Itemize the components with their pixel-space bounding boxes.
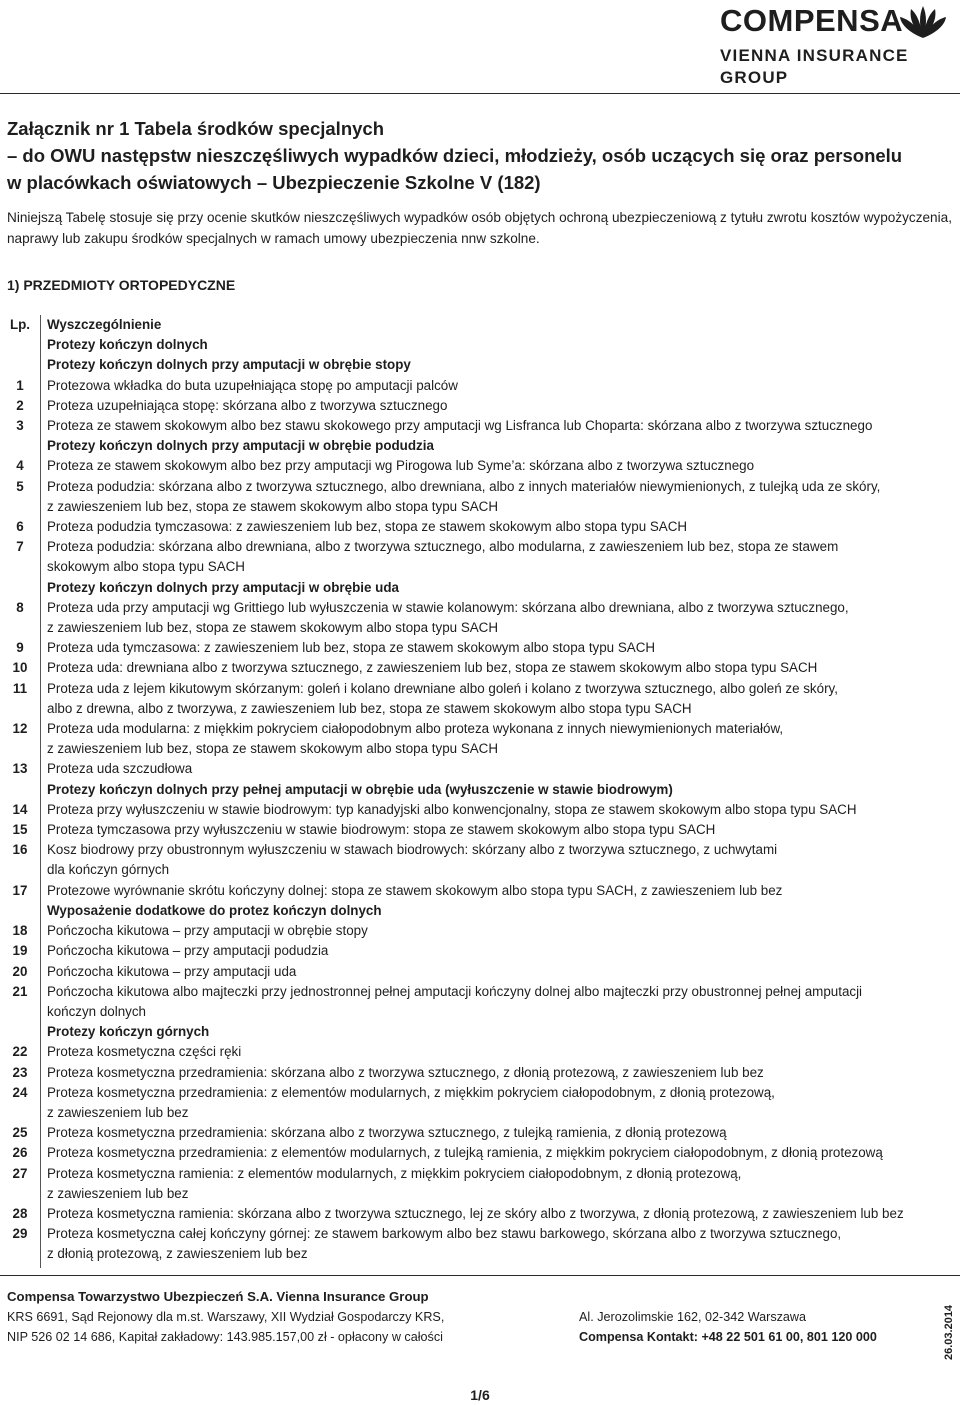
row-description xyxy=(40,800,960,820)
row-number: 2 xyxy=(16,397,24,413)
row-description-line: Proteza kosmetyczna przedramienia: z elementów modularnych, z miękkim pokryciem ciałopodobnym, z dłonią protezową, xyxy=(47,1084,775,1100)
row-description xyxy=(40,396,960,416)
table-subheading-row xyxy=(0,355,960,375)
row-description-line: z zawieszeniem lub bez, stopa ze stawem skokowym albo stopa typu SACH xyxy=(47,498,499,514)
table-row xyxy=(0,396,960,416)
row-description xyxy=(40,537,960,577)
row-number: 10 xyxy=(12,660,28,676)
row-number: 24 xyxy=(12,1084,28,1100)
table-row xyxy=(0,719,960,759)
footer-company: Compensa Towarzystwo Ubezpieczeń S.A. Vienna Insurance Group xyxy=(7,1289,429,1304)
row-description-line: Proteza ze stawem skokowym albo bez przy amputacji wg Pirogowa lub Syme’a: skórzana albo z tworzywa sztucznego xyxy=(47,458,755,474)
row-description-line: Proteza ze stawem skokowym albo bez stawu skokowego przy amputacji wg Lisfranca lub Choparta: skórzana albo z tworzywa sztucznego xyxy=(47,418,873,434)
table-row xyxy=(0,679,960,719)
row-description-line: Proteza kosmetyczna przedramienia: z elementów modularnych, z tulejką ramienia, z miękkim pokryciem ciałopodobnym, z dłonią protezową xyxy=(47,1145,883,1161)
table-row xyxy=(0,840,960,880)
row-description xyxy=(40,1204,960,1224)
row-description-line: kończyn dolnych xyxy=(47,1003,146,1019)
row-number: 23 xyxy=(12,1064,28,1080)
row-description xyxy=(40,598,960,638)
table-row xyxy=(0,1224,960,1264)
row-description-line: z zawieszeniem lub bez, stopa ze stawem skokowym albo stopa typu SACH xyxy=(47,741,499,757)
row-description-line: Proteza podudzia tymczasowa: z zawieszeniem lub bez, stopa ze stawem skokowym albo stopa typu SACH xyxy=(47,519,688,535)
row-description xyxy=(40,1083,960,1123)
table-subheading-row xyxy=(0,1022,960,1042)
table-row xyxy=(0,456,960,476)
row-description xyxy=(40,1164,960,1204)
row-description-line: Proteza przy wyłuszczeniu w stawie biodrowym: typ kanadyjski albo konwencjonalny, stopa ze stawem skokowym albo stopa typu SACH xyxy=(47,801,857,817)
row-description-line: Proteza uda szczudłowa xyxy=(47,761,193,777)
row-description xyxy=(40,638,960,658)
row-number: 8 xyxy=(16,599,24,615)
row-number: 22 xyxy=(12,1044,28,1060)
row-description-line: albo z drewna, albo z tworzywa, z zawieszeniem lub bez, stopa ze stawem skokowym albo stopa typu SACH xyxy=(47,700,692,716)
row-number: 27 xyxy=(12,1165,28,1181)
row-description xyxy=(40,679,960,719)
table-body xyxy=(0,335,960,1264)
row-description-line: Protezy kończyn dolnych przy pełnej amputacji w obrębie uda (wyłuszczenie w stawie biodrowym) xyxy=(47,781,673,797)
row-number: 18 xyxy=(12,923,28,939)
row-number: 16 xyxy=(12,842,28,858)
row-description-line: z zawieszeniem lub bez, stopa ze stawem skokowym albo stopa typu SACH xyxy=(47,620,499,636)
title-line-1: Załącznik nr 1 Tabela środków specjalnych xyxy=(7,118,384,139)
row-description-line: Proteza kosmetyczna przedramienia: skórzana albo z tworzywa sztucznego, z tulejką ramienia, z dłonią protezową xyxy=(47,1125,727,1141)
row-description-line: Proteza podudzia: skórzana albo drewniana, albo z tworzywa sztucznego, albo modularna, z zawieszeniem lub bez, stopa ze stawem xyxy=(47,539,839,555)
row-number: 3 xyxy=(16,418,24,434)
document-title xyxy=(7,115,957,196)
row-description-line: Pończocha kikutowa albo majteczki przy jednostronnej pełnej amputacji kończyny dolnej albo majteczki przy obustronnej pełnej amputacji xyxy=(47,983,863,999)
row-description-line: Proteza uda modularna: z miękkim pokryciem ciałopodobnym albo proteza wykonana z innych niewymienionych materiałów, xyxy=(47,721,784,737)
row-description xyxy=(40,1042,960,1062)
footer-address: Al. Jerozolimskie 162, 02-342 Warszawa xyxy=(579,1310,807,1324)
row-description-line: Proteza uda przy amputacji wg Grittiego lub wyłuszczenia w stawie kolanowym: skórzana albo drewniana, albo z tworzywa sztucznego, xyxy=(47,599,849,615)
table-row xyxy=(0,941,960,961)
table-row xyxy=(0,638,960,658)
table-row xyxy=(0,1123,960,1143)
row-number: 19 xyxy=(12,943,28,959)
row-description xyxy=(40,901,960,921)
row-description-line: Pończocha kikutowa – przy amputacji podudzia xyxy=(47,943,329,959)
row-description-line: Protezowe wyrównanie skrótu kończyny dolnej: stopa ze stawem skokowym albo stopa typu SACH, z zawieszeniem lub bez xyxy=(47,882,783,898)
table-row xyxy=(0,1204,960,1224)
row-description xyxy=(40,820,960,840)
row-number: 1 xyxy=(16,377,24,393)
row-description xyxy=(40,1224,960,1264)
table-header-row xyxy=(0,315,960,335)
row-description-line: z zawieszeniem lub bez xyxy=(47,1104,189,1120)
logo-wordmark: COMPENSA xyxy=(720,3,904,38)
row-description xyxy=(40,921,960,941)
footer-contact: Compensa Kontakt: +48 22 501 61 00, 801 120 000 xyxy=(579,1330,877,1344)
row-description-line: Proteza kosmetyczna ramienia: z elementów modularnych, z miękkim pokryciem ciałopodobnym, z dłonią protezową, xyxy=(47,1165,742,1181)
row-description-line: Pończocha kikutowa – przy amputacji w obrębie stopy xyxy=(47,923,368,939)
table-row xyxy=(0,376,960,396)
header-lp: Lp. xyxy=(9,317,31,332)
row-number: 26 xyxy=(12,1145,28,1161)
table-row xyxy=(0,477,960,517)
row-description xyxy=(40,456,960,476)
table-row xyxy=(0,1063,960,1083)
row-number: 7 xyxy=(16,539,24,555)
row-description-line: Kosz biodrowy przy obustronnym wyłuszczeniu w stawach biodrowych: skórzany albo z tworzywa sztucznego, z uchwytami xyxy=(47,842,778,858)
compensa-logo xyxy=(720,2,950,87)
row-number: 11 xyxy=(12,680,28,696)
row-description-line: Proteza kosmetyczna przedramienia: skórzana albo z tworzywa sztucznego, z dłonią protezową, z zawieszeniem lub bez xyxy=(47,1064,764,1080)
row-description xyxy=(40,335,960,355)
header-desc: Wyszczególnienie xyxy=(47,317,162,332)
special-measures-table xyxy=(0,315,960,1265)
table-subheading-row xyxy=(0,436,960,456)
table-row xyxy=(0,1143,960,1163)
row-description xyxy=(40,416,960,436)
row-description-line: dla kończyn górnych xyxy=(47,862,170,878)
row-description xyxy=(40,376,960,396)
row-description-line: Protezy kończyn dolnych przy amputacji w obrębie podudzia xyxy=(47,438,434,454)
row-description-line: z zawieszeniem lub bez xyxy=(47,1185,189,1201)
row-description xyxy=(40,840,960,880)
row-description-line: Proteza kosmetyczna całej kończyny górnej: ze stawem barkowym albo bez stawu barkowego, skórzana albo z tworzywa sztucznego, xyxy=(47,1226,842,1242)
row-number: 12 xyxy=(12,721,28,737)
header-rule xyxy=(0,93,960,94)
logo-subtitle: VIENNA INSURANCE GROUP xyxy=(720,46,909,87)
row-description-line: Proteza podudzia: skórzana albo z tworzywa sztucznego, albo drewniana, albo z innych materiałów niewymienionych, z tulejką uda ze skóry, xyxy=(47,478,881,494)
table-row xyxy=(0,537,960,577)
footer-left xyxy=(7,1287,567,1347)
table-row xyxy=(0,881,960,901)
intro-paragraph: Niniejszą Tabelę stosuje się przy ocenie skutków nieszczęśliwych wypadków osób objętych ochroną ubezpieczeniową z tytułu zwrotu kosztów wypożyczenia, naprawy lub zakupu środków specjalnych w ramach umowy ubezpieczenia nnw szkolne. xyxy=(7,210,952,246)
row-description-line: Proteza kosmetyczna ramienia: skórzana albo z tworzywa sztucznego, lej ze skóry albo z tworzywa, z dłonią protezową, z zawieszeniem lub bez xyxy=(47,1205,904,1221)
title-line-2: – do OWU następstw nieszczęśliwych wypadków dzieci, młodzieży, osób uczących się oraz personelu xyxy=(7,145,903,166)
row-description xyxy=(40,881,960,901)
row-description xyxy=(40,941,960,961)
row-description xyxy=(40,436,960,456)
row-description-line: Protezowa wkładka do buta uzupełniająca stopę po amputacji palców xyxy=(47,377,458,393)
row-number: 6 xyxy=(16,519,24,535)
row-description xyxy=(40,1022,960,1042)
row-number: 5 xyxy=(16,478,24,494)
page-number: 1/6 xyxy=(470,1387,490,1403)
table-row xyxy=(0,800,960,820)
row-description-line: Proteza uda: drewniana albo z tworzywa sztucznego, z zawieszeniem lub bez, stopa ze stawem skokowym albo stopa typu SACH xyxy=(47,660,818,676)
table-row xyxy=(0,517,960,537)
table-row xyxy=(0,1164,960,1204)
row-description xyxy=(40,517,960,537)
row-description-line: Proteza kosmetyczna części ręki xyxy=(47,1044,242,1060)
table-row xyxy=(0,962,960,982)
table-subheading-row xyxy=(0,578,960,598)
table-row xyxy=(0,1042,960,1062)
table-row xyxy=(0,759,960,779)
row-number: 14 xyxy=(12,801,28,817)
row-description-line: Protezy kończyn górnych xyxy=(47,1024,210,1040)
row-number: 13 xyxy=(12,761,28,777)
row-number: 29 xyxy=(12,1226,28,1242)
row-number: 4 xyxy=(16,458,24,474)
compensa-fan-icon xyxy=(898,5,948,39)
row-description xyxy=(40,982,960,1022)
row-description-line: Proteza uzupełniająca stopę: skórzana albo z tworzywa sztucznego xyxy=(47,397,448,413)
row-description xyxy=(40,658,960,678)
row-description-line: Protezy kończyn dolnych xyxy=(47,337,208,353)
row-number: 25 xyxy=(12,1125,28,1141)
table-subheading-row xyxy=(0,335,960,355)
row-description-line: z dłonią protezową, z zawieszeniem lub bez xyxy=(47,1246,308,1262)
row-description-line: Proteza uda z lejem kikutowym skórzanym: goleń i kolano drewniane albo goleń i kolano z tworzywa sztucznego, albo goleń ze skóry, xyxy=(47,680,838,696)
footer-right xyxy=(579,1307,939,1347)
table-row xyxy=(0,658,960,678)
row-number: 9 xyxy=(16,640,24,656)
row-description xyxy=(40,780,960,800)
row-description-line: Protezy kończyn dolnych przy amputacji w obrębie uda xyxy=(47,579,399,595)
row-description xyxy=(40,719,960,759)
row-number: 17 xyxy=(12,882,28,898)
row-number: 20 xyxy=(12,963,28,979)
table-row xyxy=(0,416,960,436)
table-subheading-row xyxy=(0,780,960,800)
row-description xyxy=(40,1143,960,1163)
footer-rule xyxy=(0,1275,960,1276)
row-description xyxy=(40,1123,960,1143)
row-description-line: Proteza tymczasowa przy wyłuszczeniu w stawie biodrowym: stopa ze stawem skokowym albo stopa typu SACH xyxy=(47,822,716,838)
row-number: 28 xyxy=(12,1205,28,1221)
table-row xyxy=(0,1083,960,1123)
row-description-line: Protezy kończyn dolnych przy amputacji w obrębie stopy xyxy=(47,357,411,373)
table-row xyxy=(0,921,960,941)
section-heading: 1) PRZEDMIOTY ORTOPEDYCZNE xyxy=(7,277,236,293)
table-subheading-row xyxy=(0,901,960,921)
row-description-line: Proteza uda tymczasowa: z zawieszeniem lub bez, stopa ze stawem skokowym albo stopa typu SACH xyxy=(47,640,656,656)
row-number: 15 xyxy=(12,822,28,838)
row-description xyxy=(40,355,960,375)
row-description-line: Pończocha kikutowa – przy amputacji uda xyxy=(47,963,297,979)
footer-nip: NIP 526 02 14 686, Kapitał zakładowy: 143.985.157,00 zł - opłacony w całości xyxy=(7,1330,443,1344)
title-line-3: w placówkach oświatowych – Ubezpieczenie Szkolne V (182) xyxy=(7,172,541,193)
row-description xyxy=(40,962,960,982)
footer-krs: KRS 6691, Sąd Rejonowy dla m.st. Warszawy, XII Wydział Gospodarczy KRS, xyxy=(7,1310,445,1324)
row-description-line: skokowym albo stopa typu SACH xyxy=(47,559,245,575)
row-description xyxy=(40,759,960,779)
row-description xyxy=(40,578,960,598)
row-description xyxy=(40,1063,960,1083)
footer-date: 26.03.2014 xyxy=(943,1304,955,1360)
row-description-line: Wyposażenie dodatkowe do protez kończyn dolnych xyxy=(47,902,382,918)
table-row xyxy=(0,982,960,1022)
table-row xyxy=(0,820,960,840)
table-row xyxy=(0,598,960,638)
row-description xyxy=(40,477,960,517)
row-number: 21 xyxy=(12,983,28,999)
